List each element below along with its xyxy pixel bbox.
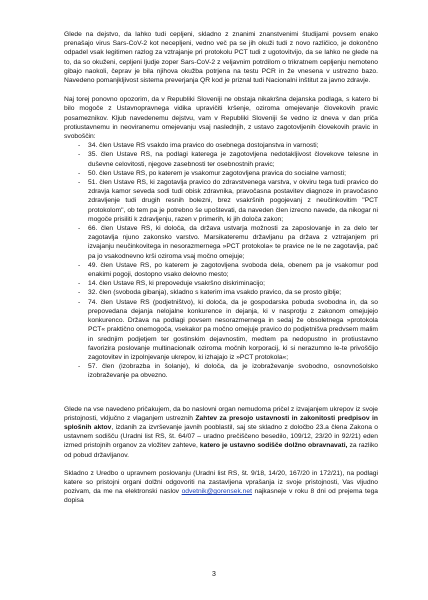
page-number: 3 [212, 571, 216, 578]
list-item: - 66. člen Ustave RS, ki določa, da država ustvarja možnosti za zaposlovanje in za delo ter zagotavlja njuno zakonsko varstvo. Marsikateremu državljanu pa država z vztrajanjem pri izvajanju neučinkovitega in nesorazmernega »PCT protokola« te pravice ne le ne zagotavlja, pač pa jo vsakodnevno krši oziroma vsaj močno omejuje; [78, 225, 378, 260]
list-item: - 50. člen Ustave RS, po katerem je vsakomur zagotovljena pravica do socialne varnosti; [78, 169, 346, 177]
list-item: - 14. člen Ustave RS, ki prepoveduje vsakršno diskriminacijo; [78, 280, 265, 288]
email-link[interactable]: odvetnik@gorensek.net [181, 488, 252, 496]
paragraph-vaccinated-transmission: Glede na dejstvo, da lahko tudi cepljeni, skladno z znanimi znanstvenimi študijami povsem enako prenašajo virus Sars-CoV-2 kot necepljeni, vedno več pa se jih okuži tudi z novo različico, je dokončno odpadel vsak legitimen razlog za vztrajanje pri protokolu PCT tudi z ugotovitvijo, da se lahko ne glede na to, da so okuženi, cepljeni ljudje zoper Sars-CoV-2 z veljavnim potrdilom o trikratnem cepljenju nemoteno gibajo naokoli, čeprav je bila njihova okužba potrjena na testu PCR in že vnesena v ustrezno bazo. Navedeno pomanjkljivost sistema preverjanja QR kod je priznal tudi Nacionalni inštitut za javno zdravje. [64, 31, 378, 85]
list-item: - 35. člen Ustave RS, na podlagi katerega je zagotovljena nedotakljivost človekove telesne in duševne celovitosti, njegove zasebnosti ter osebnostnih pravic; [78, 151, 378, 168]
list-item: - 51. člen Ustave RS, ki zagotavlja pravico do zdravstvenega varstva, v okviru tega tudi pravico do zdravja kamor seveda sodi tudi obisk zdravnika, pravočasna postavitev diagnoze in pravočasno zdravljenje tudi drugih resnih bolezni, brez vsakršnih pogojevanj z neučinkovitim "PCT protokolom", ob tem pa je potrebno še upoštevati, da naveden člen izrecno navede, da nikogar ni mogoče prisiliti k zdravljenju, razen v primerih, ki jih določa zakon; [78, 179, 378, 223]
spacer [64, 381, 378, 405]
rights-list [64, 141, 378, 380]
paragraph-request: Skladno z Uredbo o upravnem poslovanju (Uradni list RS, št. 9/18, 14/20, 167/20 in 172/21), na podlagi katere so pristojni organi dolžni odgovoriti na zastavljena vprašanja iz svoje pristojnosti, Vas vljudno pozivam, da me na elektronski naslov odvetnik@gorensek.net najkasneje v roku 8 dni od prejema tega dopisa [64, 469, 379, 505]
list-item: - 32. člen (svoboda gibanja), skladno s katerim ima vsakdo pravico, da se prosto giblje; [78, 289, 342, 297]
paragraph-no-legal-basis: Naj torej ponovno opozorim, da v Republiki Sloveniji ne obstaja nikakršna dejanska podlaga, s katero bi bilo mogoče z Ustavnopravnega vidika upravičiti kršenje, oziroma omejevanje človekovih pravic posameznikov. Kljub navedenemu dejstvu, vam v Republiki Sloveniji še vedno iz dneva v dan priča protiustavnemu in neoviranemu omejevanju vsaj naslednjih, z ustavo zagotovljenih človekovih pravic in svoboščin: [64, 96, 378, 141]
list-item: - 74. člen Ustave RS (podjetništvo), ki določa, da je gospodarska pobuda svobodna in, da so prepovedana dejanja nelojalne konkurence in dejanja, ki v nasprotju z zakonom omejujejo konkurenco. Država na podlagi povsem nesorazmernega in sedaj že obsoletnega »protokola PCT« praktično onemogoča, vsekakor pa močno omejuje pravico do podjetnišva predvsem malim in srednjim podjetjem ter gostinskim dejavnostim, medtem pa nedopustno in protiustavno favorizira poslovanje multinacionalk oziroma močnih korporacij, ki si nerazumno le-te privoščijo zagotovitev in izpolnjevanje ukrepov, ki izhajajo iz »PCT protokola«; [78, 298, 378, 361]
list-item: - 34. člen Ustave RS vsakdo ima pravico do osebnega dostojanstva in varnosti; [78, 142, 319, 150]
list-item: - 49. člen Ustave RS, po katerem je zagotovljena svoboda dela, obenem pa je vsakomur pod enakimi pogoji, dostopno vsako delovno mesto; [78, 261, 378, 279]
list-item: - 57. člen (izobrazba in šolanje), ki določa, da je izobraževanje svobodno, osnovnošolsko izobraževanje pa obvezno. [78, 363, 378, 380]
paragraph-expectation: Glede na vse navedeno pričakujem, da bo naslovni organ nemudoma pričel z izvajanjem ukrepov iz svoje pristojnosti, vključno z vlaganjem ustreznih Zahtev za presojo ustavnosti in zakonitosti predpisov in splošnih aktov, izdanih za izvrševanje javnih pooblastil, saj ste skladno z določbo 23.a člena Zakona o ustavnem sodišču (Uradni list RS, št. 64/07 – uradno prečiščeno besedilo, 109/12, 23/20 in 92/21) eden izmed pristojnih organov za vložitev zahteve, katero je ustavno sodišče dolžno obravnavati, za razliko od pobud državljanov. [64, 405, 379, 459]
